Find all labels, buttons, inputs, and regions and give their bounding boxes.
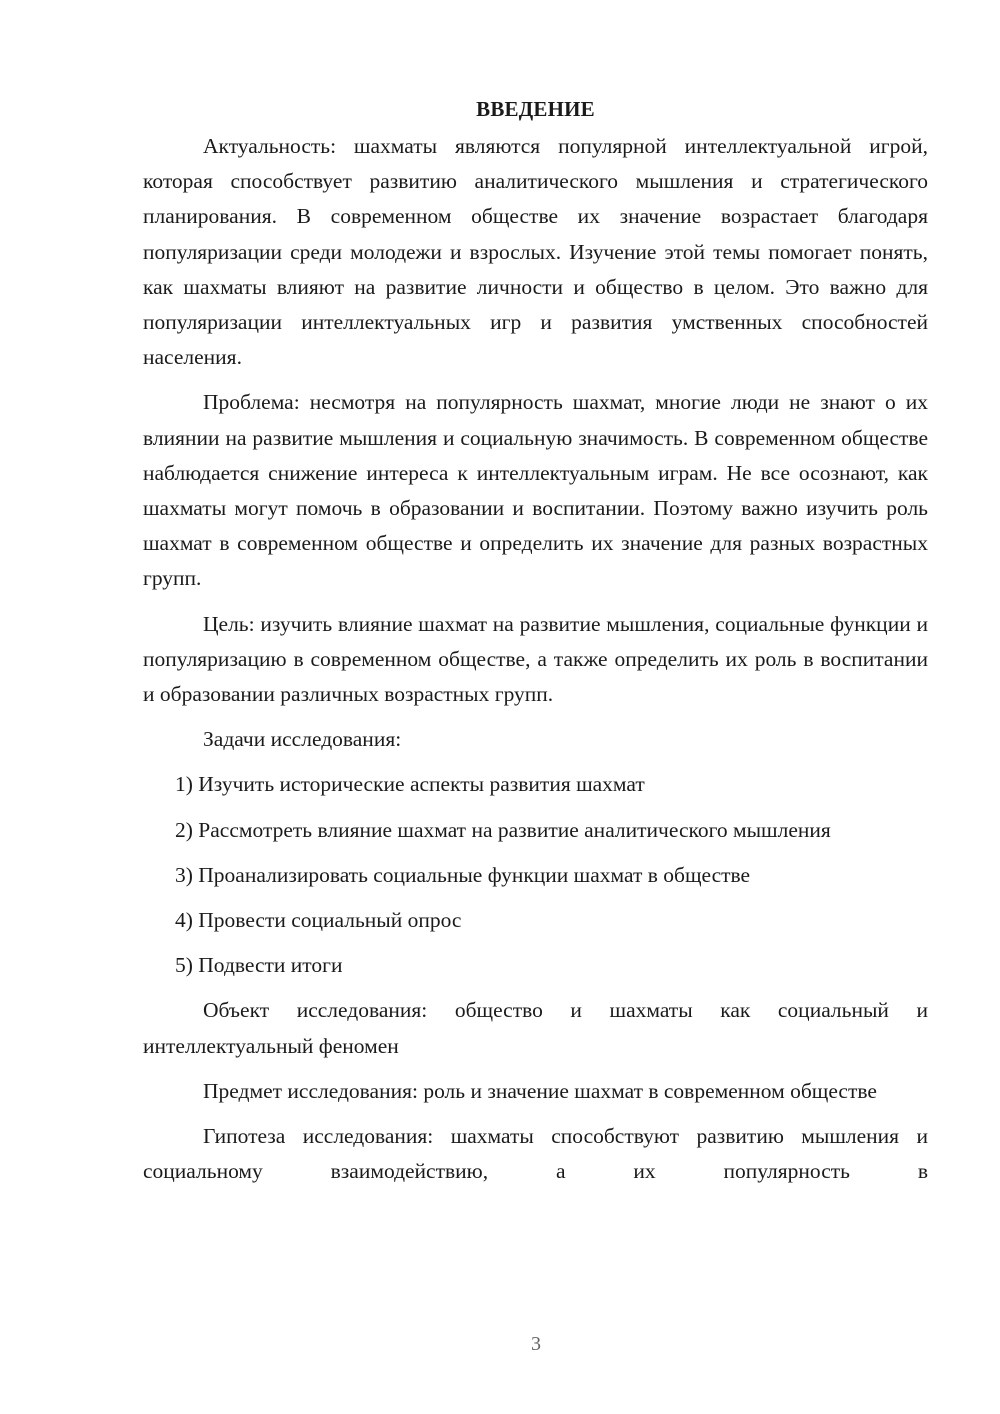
paragraph-relevance: Актуальность: шахматы являются популярной интеллектуальной игрой, которая способствует развитию аналитического мышления и стратегического планирования. В современном обществе их значение возрастает благодаря популяризации среди молодежи и взрослых. Изучение этой темы помогает понять, как шахматы влияют на развитие личности и общество в целом. Это важно для популяризации интеллектуальных игр и развития умственных способностей населения.: [143, 134, 928, 370]
paragraph-goal: Цель: изучить влияние шахмат на развитие мышления, социальные функции и популяризацию в современном обществе, а также определить их роль в воспитании и образовании различных возрастных групп.: [143, 611, 928, 707]
task-item-4: 4) Провести социальный опрос: [175, 908, 462, 933]
paragraph-problem: Проблема: несмотря на популярность шахмат, многие люди не знают о их влиянии на развитие мышления и социальную значимость. В современном обществе наблюдается снижение интереса к интеллектуальным играм. Не все осознают, как шахматы могут помочь в образовании и воспитании. Поэтому важно изучить роль шахмат в современном обществе и определить их значение для разных возрастных групп.: [143, 390, 928, 591]
paragraph-subject: Предмет исследования: роль и значение шахмат в современном обществе: [203, 1078, 877, 1103]
page-number: 3: [531, 1333, 541, 1355]
paragraph-object: Объект исследования: общество и шахматы как социальный и интеллектуальный феномен: [143, 998, 928, 1058]
tasks-heading: Задачи исследования:: [203, 727, 402, 752]
task-item-3: 3) Проанализировать социальные функции шахмат в обществе: [175, 862, 751, 887]
document-page: [143, 92, 928, 1199]
section-title: ВВЕДЕНИЕ: [476, 97, 595, 121]
task-item-2: 2) Рассмотреть влияние шахмат на развитие аналитического мышления: [175, 817, 831, 842]
paragraph-hypothesis: Гипотеза исследования: шахматы способствуют развитию мышления и социальному взаимодействию, а их популярность в: [143, 1124, 928, 1184]
task-item-1: 1) Изучить исторические аспекты развития шахмат: [175, 772, 645, 797]
task-item-5: 5) Подвести итоги: [175, 953, 343, 978]
